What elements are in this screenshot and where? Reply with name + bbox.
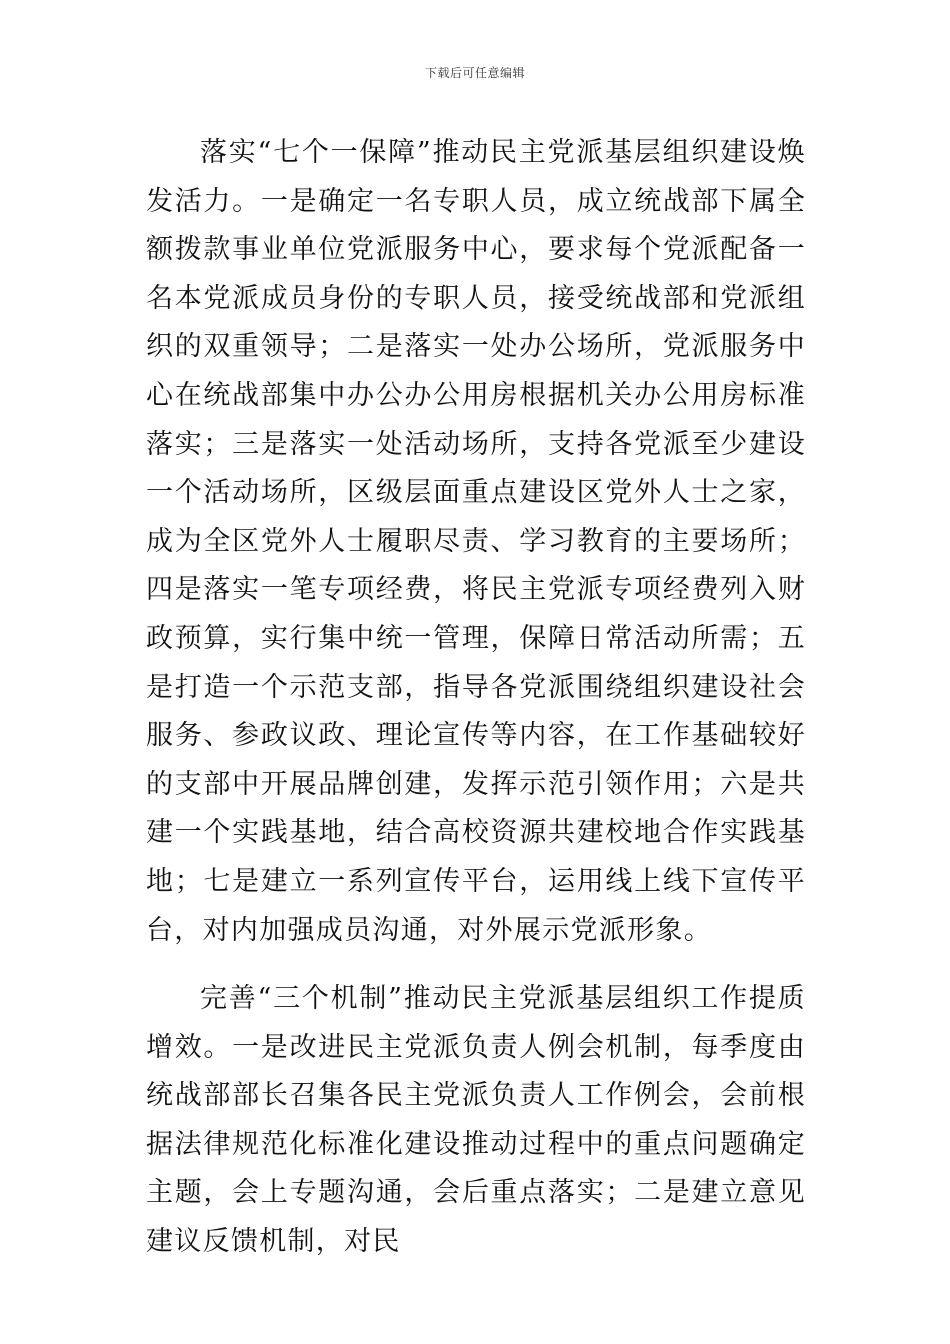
page-header: 下载后可任意编辑 [424,66,525,80]
paragraph-seven-guarantees: 落实“七个一保障”推动民主党派基层组织建设焕发活力。一是确定一名专职人员，成立统战部下属全额拨款事业单位党派服务中心，要求每个党派配备一名本党派成员身份的专职人员，接受统战部和党派组织的双重领导；二是落实一处办公场所，党派服务中心在统战部集中办公办公用房根据机关办公用房标准落实；三是落实一处活动场所，支持各党派至少建设一个活动场所，区级层面重点建设区党外人士之家，成为全区党外人士履职尽责、学习教育的主要场所；四是落实一笔专项经费，将民主党派专项经费列入财政预算，实行集中统一管理，保障日常活动所需；五是打造一个示范支部，指导各党派围绕组织建设社会服务、参政议政、理论宣传等内容，在工作基础较好的支部中开展品牌创建，发挥示范引领作用；六是共建一个实践基地，结合高校资源共建校地合作实践基地；七是建立一系列宣传平台，运用线上线下宣传平台，对内加强成员沟通，对外展示党派形象。 [146,137,806,946]
paragraph-three-mechanisms: 完善“三个机制”推动民主党派基层组织工作提质增效。一是改进民主党派负责人例会机制，每季度由统战部部长召集各民主党派负责人工作例会，会前根据法律规范化标准化建设推动过程中的重点问题确定主题，会上专题沟通，会后重点落实；二是建立意见建议反馈机制，对民 [146,983,806,1257]
